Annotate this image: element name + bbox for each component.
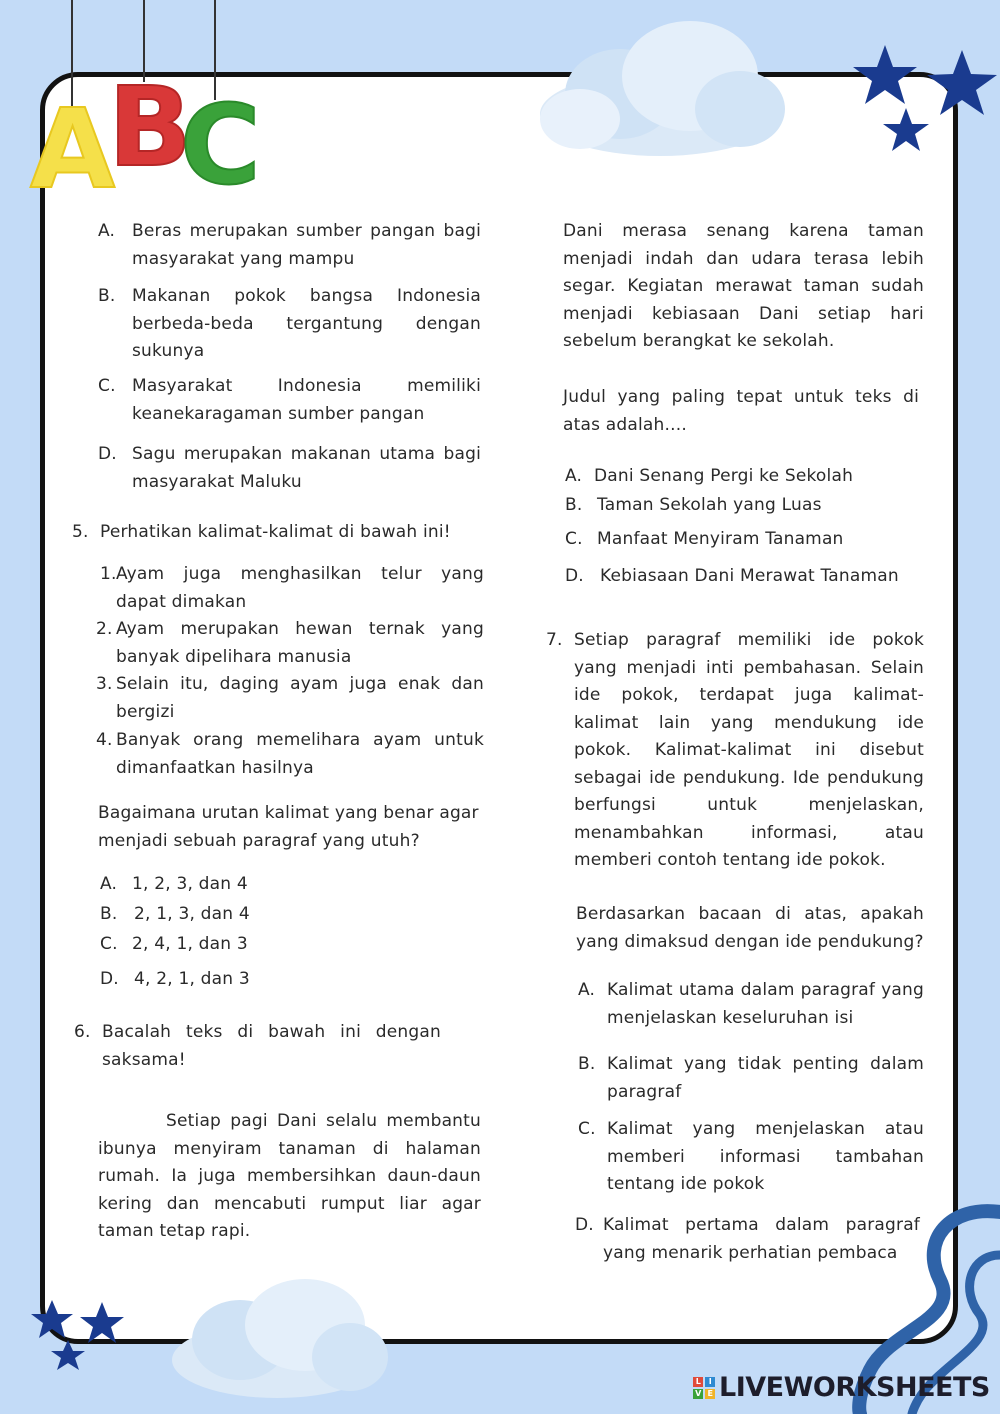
option-label: D. — [575, 1215, 594, 1235]
q5-sentence-1 — [100, 561, 484, 616]
q6-option-a[interactable] — [565, 463, 905, 491]
q4-option-d[interactable] — [98, 441, 481, 496]
q4-option-c[interactable] — [98, 373, 481, 428]
option-text: 1, 2, 3, dan 4 — [132, 874, 248, 894]
cloud-decoration-bottom — [165, 1275, 390, 1405]
option-text: Sagu merupakan makanan utama bagi masyarakat Maluku — [132, 444, 481, 492]
option-text: Kalimat yang tidak penting dalam paragraf — [607, 1054, 924, 1102]
option-text: Manfaat Menyiram Tanaman — [597, 529, 844, 549]
q5-sentence-3 — [96, 671, 484, 726]
option-label: A. — [565, 466, 583, 486]
option-label: B. — [100, 904, 118, 924]
q5-sentence-2 — [96, 616, 484, 671]
q6-passage-part1: Setiap pagi Dani selalu membantu ibunya menyiram tanaman di halaman rumah. Ia juga membersihkan daun-daun kering dan mencabuti rumput liar agar taman tetap rapi. — [98, 1111, 481, 1241]
option-label: B. — [98, 286, 116, 306]
sentence-text: Banyak orang memelihara ayam untuk dimanfaatkan hasilnya — [116, 730, 484, 778]
watermark-text: LIVEWORKSHEETS — [719, 1372, 990, 1403]
q4-option-a[interactable] — [98, 218, 481, 273]
option-label: A. — [578, 980, 596, 1000]
option-text: Kebiasaan Dani Merawat Tanaman — [600, 566, 899, 586]
q6-question: Judul yang paling tepat untuk teks di atas adalah.... — [563, 387, 919, 435]
q7-option-b[interactable] — [578, 1051, 924, 1106]
sentence-text: Selain itu, daging ayam juga enak dan bergizi — [116, 674, 484, 722]
option-text: 2, 4, 1, dan 3 — [132, 934, 248, 954]
sentence-number: 4. — [96, 730, 113, 750]
option-text: Kalimat yang menjelaskan atau memberi informasi tambahan tentang ide pokok — [607, 1119, 924, 1194]
letter-b-decoration: B — [108, 63, 192, 191]
q4-option-b[interactable] — [98, 283, 481, 366]
option-label: C. — [565, 529, 583, 549]
q6-option-c[interactable] — [565, 526, 905, 554]
option-label: C. — [100, 934, 118, 954]
question-5-prompt — [72, 519, 492, 547]
question-text: Bacalah teks di bawah ini dengan saksama! — [102, 1022, 441, 1070]
option-text: Beras merupakan sumber pangan bagi masyarakat yang mampu — [132, 221, 481, 269]
question-number: 6. — [74, 1022, 91, 1042]
passage-text: Setiap paragraf memiliki ide pokok yang menjadi inti pembahasan. Selain ide pokok, terdapat juga kalimat-kalimat lain yang mendukung ide pokok. Kalimat-kalimat ini disebut sebagai ide pendukung. Ide pendukung berfungsi untuk menjelaskan, menambahkan informasi, atau memberi contoh tentang ide pokok. — [574, 630, 924, 870]
liveworksheets-logo-icon: L I V E — [693, 1377, 715, 1399]
option-label: C. — [578, 1119, 596, 1139]
option-label: D. — [565, 566, 584, 586]
option-text: Makanan pokok bangsa Indonesia berbeda-beda tergantung dengan sukunya — [132, 286, 481, 361]
option-label: C. — [98, 376, 116, 396]
q7-question: Berdasarkan bacaan di atas, apakah yang dimaksud dengan ide pendukung? — [576, 904, 924, 952]
q6-passage-part2: Dani merasa senang karena taman menjadi indah dan udara terasa lebih segar. Kegiatan merawat taman sudah menjadi kebiasaan Dani setiap hari sebelum berangkat ke sekolah. — [563, 221, 924, 351]
option-label: B. — [578, 1054, 596, 1074]
sentence-text: Ayam juga menghasilkan telur yang dapat dimakan — [116, 564, 484, 612]
liveworksheets-watermark[interactable] — [693, 1372, 990, 1403]
q7-option-a[interactable] — [578, 977, 924, 1032]
option-text: Kalimat utama dalam paragraf yang menjelaskan keseluruhan isi — [607, 980, 924, 1028]
question-number: 5. — [72, 522, 89, 542]
option-label: D. — [98, 444, 117, 464]
question-6-prompt — [74, 1019, 441, 1074]
option-label: A. — [98, 221, 116, 241]
q5-option-a[interactable] — [100, 871, 400, 899]
q6-option-b[interactable] — [565, 492, 905, 520]
q6-option-d[interactable] — [565, 563, 905, 591]
question-text: Perhatikan kalimat-kalimat di bawah ini! — [100, 522, 451, 542]
question-7-passage — [546, 627, 924, 875]
q7-option-d[interactable] — [575, 1212, 920, 1267]
sentence-number: 1. — [100, 564, 117, 584]
star-decoration-top-right — [840, 30, 1000, 160]
star-decoration-bottom-left — [30, 1296, 140, 1376]
q5-option-d[interactable] — [100, 966, 400, 994]
letter-c-decoration: C — [180, 81, 261, 209]
option-text: Taman Sekolah yang Luas — [597, 495, 822, 515]
q5-sentence-4 — [96, 727, 484, 782]
sentence-number: 3. — [96, 674, 113, 694]
option-label: A. — [100, 874, 118, 894]
question-number: 7. — [546, 630, 563, 650]
sentence-text: Ayam merupakan hewan ternak yang banyak dipelihara manusia — [116, 619, 484, 667]
option-label: D. — [100, 969, 119, 989]
q5-option-b[interactable] — [100, 901, 400, 929]
option-text: Kalimat pertama dalam paragraf yang menarik perhatian pembaca — [603, 1215, 920, 1263]
option-label: B. — [565, 495, 583, 515]
letter-a-decoration: A — [30, 85, 116, 213]
cloud-decoration-top — [530, 14, 790, 164]
option-text: Masyarakat Indonesia memiliki keanekaragaman sumber pangan — [132, 376, 481, 424]
option-text: 4, 2, 1, dan 3 — [134, 969, 250, 989]
option-text: Dani Senang Pergi ke Sekolah — [594, 466, 854, 486]
q5-question: Bagaimana urutan kalimat yang benar agar menjadi sebuah paragraf yang utuh? — [98, 803, 479, 851]
q7-option-c[interactable] — [578, 1116, 924, 1199]
q5-option-c[interactable] — [100, 931, 400, 959]
option-text: 2, 1, 3, dan 4 — [134, 904, 250, 924]
sentence-number: 2. — [96, 619, 113, 639]
